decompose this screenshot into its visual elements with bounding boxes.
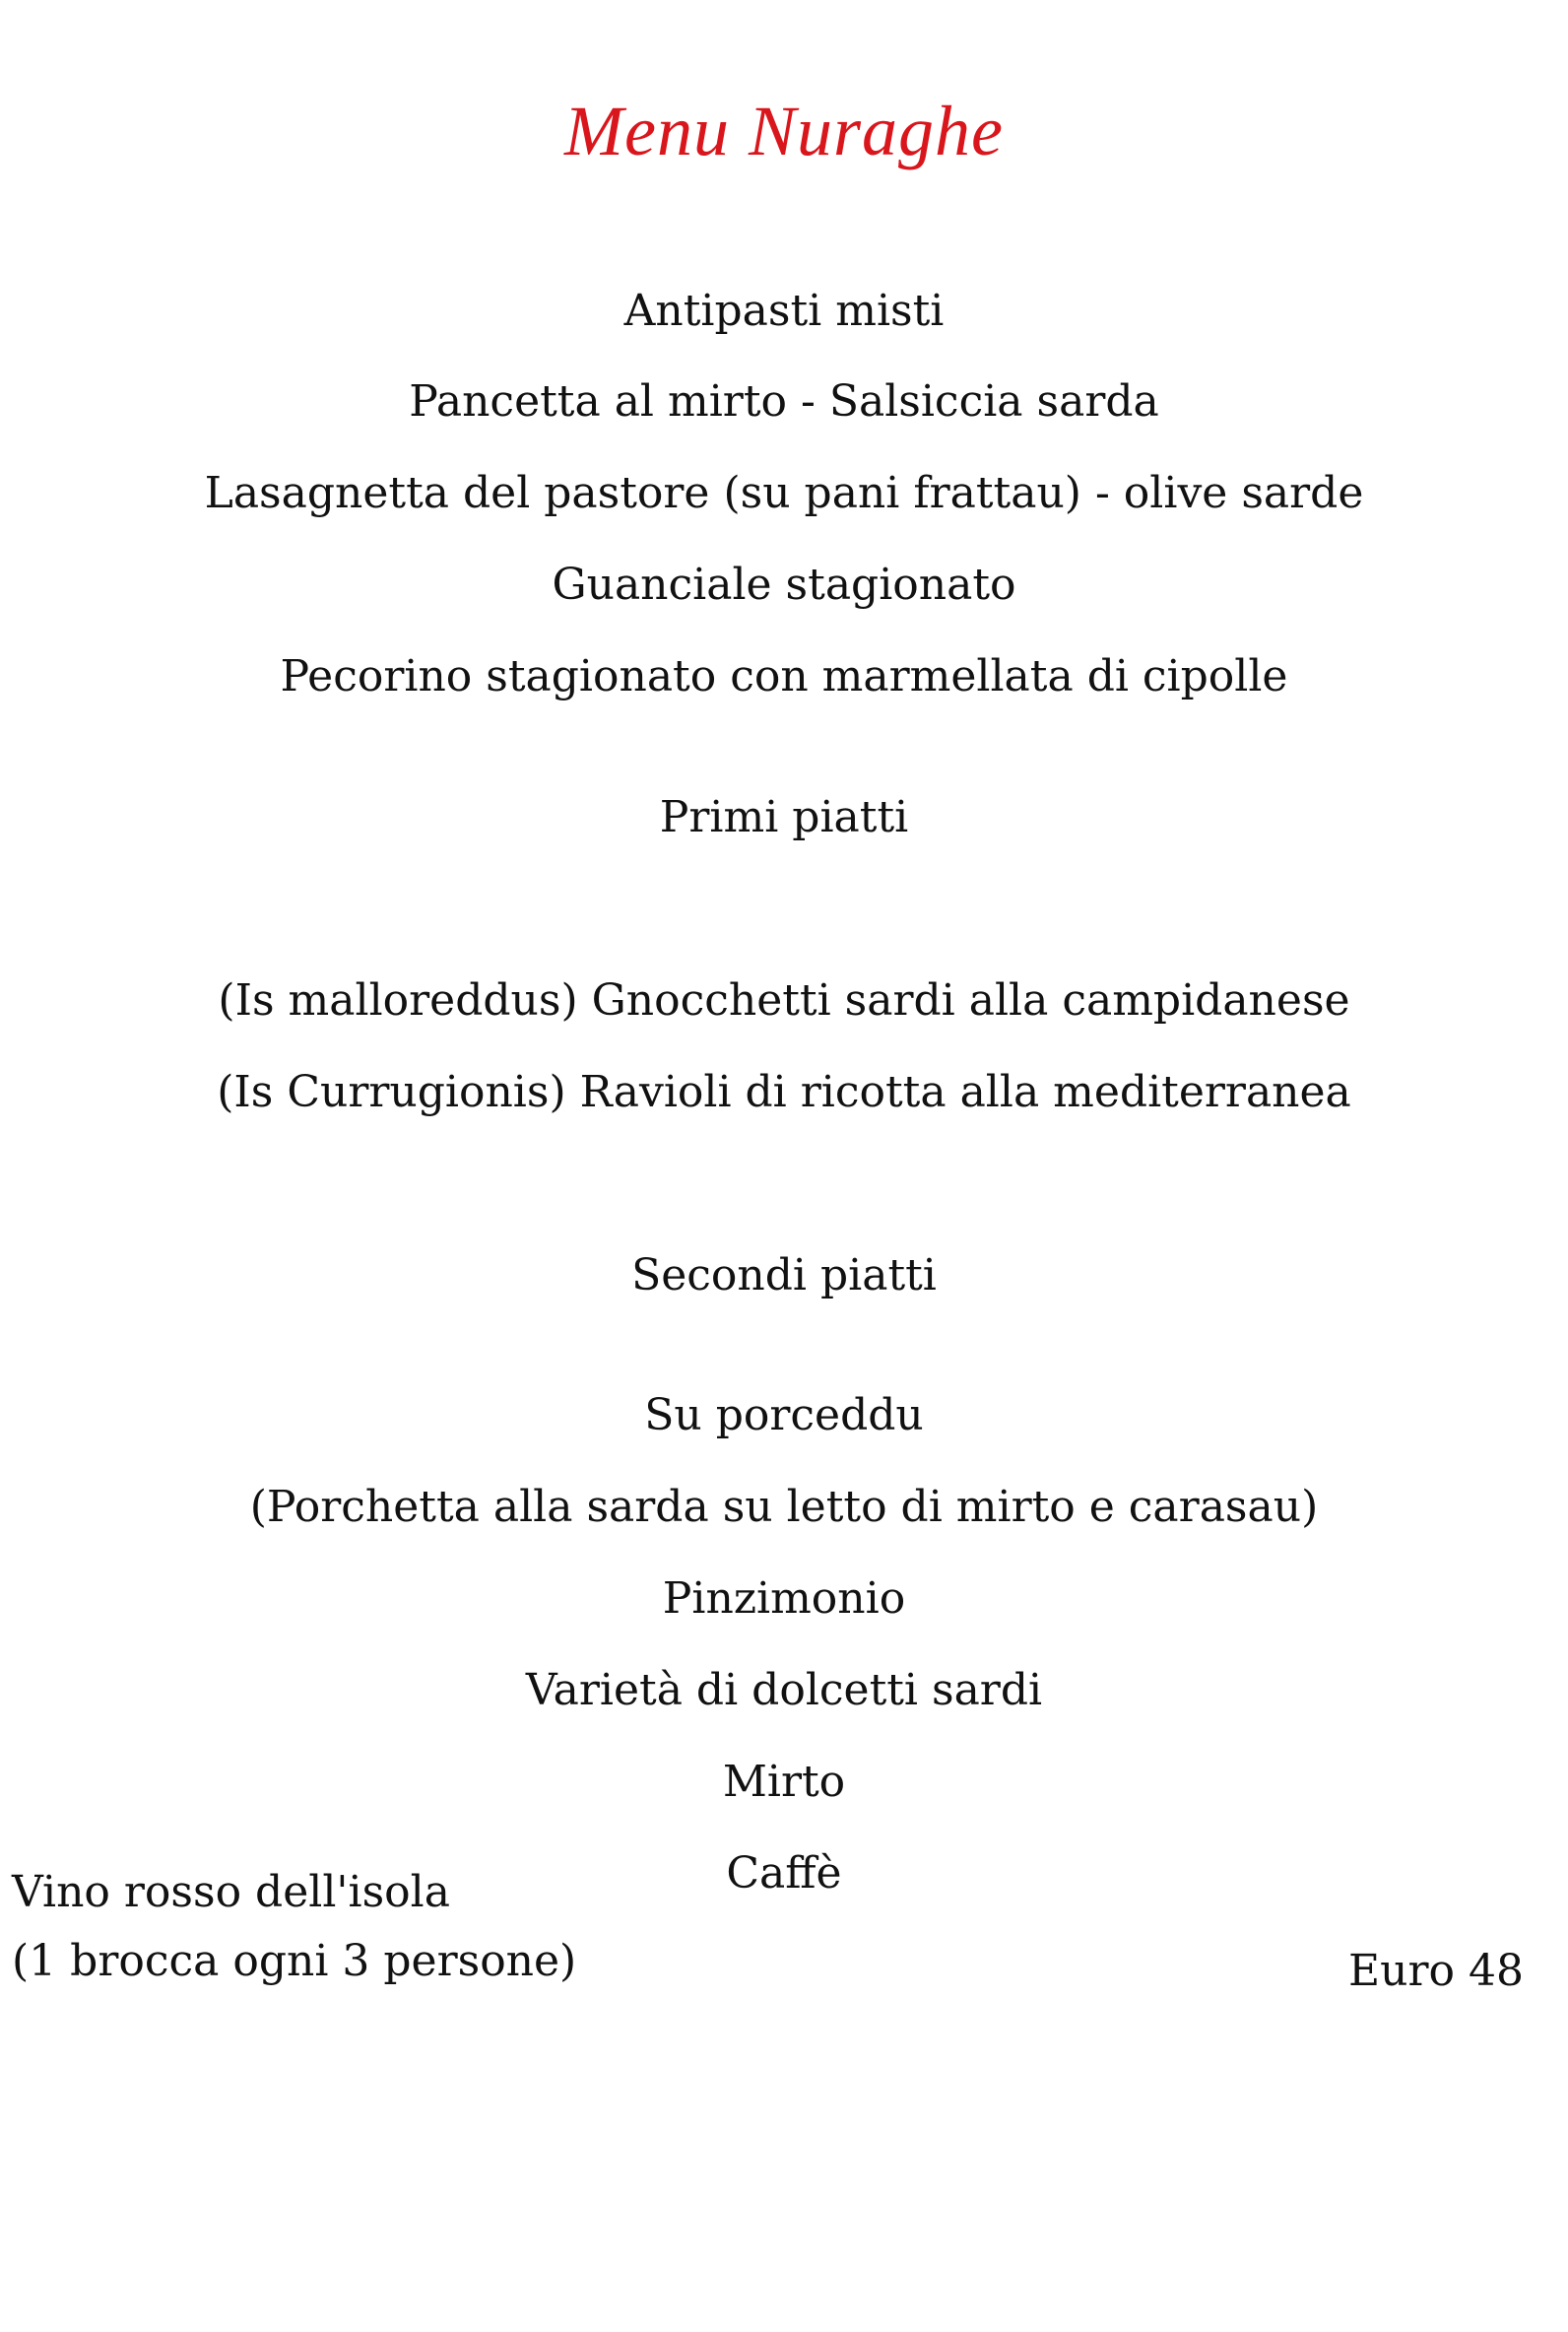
menu-item: (Porchetta alla sarda su letto di mirto e carasau): [249, 1482, 1319, 1532]
wine-note-line2: (1 brocca ogni 3 persone): [12, 1936, 577, 1986]
menu-item: Pinzimonio: [662, 1573, 906, 1624]
menu-item: Guanciale stagionato: [552, 560, 1016, 610]
menu-item: Pancetta al mirto - Salsiccia sarda: [409, 376, 1159, 427]
secondi-heading: Secondi piatti: [631, 1250, 937, 1300]
menu-item: Su porceddu: [644, 1390, 924, 1440]
menu-item: Caffè: [726, 1848, 842, 1899]
menu-title: Menu Nuraghe: [564, 92, 1004, 170]
menu-item: Pecorino stagionato con marmellata di cipolle: [280, 651, 1288, 701]
antipasti-heading: Antipasti misti: [623, 286, 945, 336]
primi-heading: Primi piatti: [659, 792, 909, 842]
menu-item: Mirto: [722, 1757, 846, 1807]
menu-item: (Is Currugionis) Ravioli di ricotta alla mediterranea: [217, 1067, 1351, 1117]
menu-item: Lasagnetta del pastore (su pani frattau) - olive sarde: [204, 468, 1364, 518]
menu-item: (Is malloreddus) Gnocchetti sardi alla campidanese: [218, 975, 1350, 1026]
menu-item: Varietà di dolcetti sardi: [525, 1665, 1043, 1715]
price: Euro 48: [1348, 1946, 1524, 1996]
wine-note-line1: Vino rosso dell'isola: [12, 1867, 450, 1917]
